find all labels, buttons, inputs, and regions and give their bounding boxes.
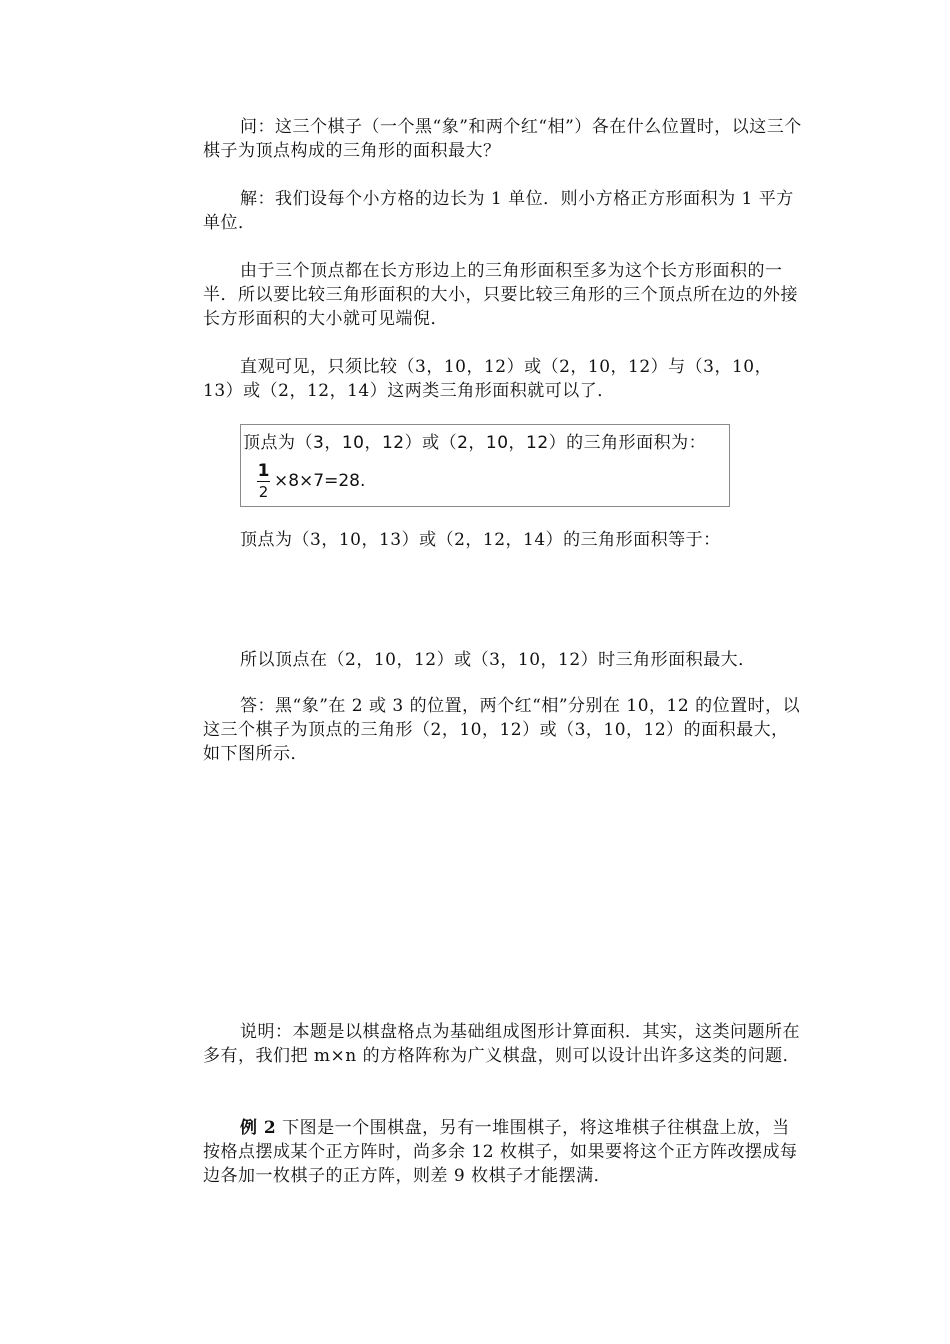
conclusion-paragraph: 所以顶点在（2，10，12）或（3，10，12）时三角形面积最大． bbox=[240, 650, 756, 670]
fraction-one-half bbox=[257, 461, 270, 502]
reasoning-paragraph: 由于三个顶点都在长方形边上的三角形面积至多为这个长方形面积的一半．所以要比较三角形面积的大小，只要比较三角形的三个顶点所在边的外接长方形面积的大小就可见端倪． bbox=[203, 261, 798, 329]
fraction-denominator: 2 bbox=[258, 482, 269, 501]
solution-paragraph: 解：我们设每个小方格的边长为 1 单位．则小方格正方形面积为 1 平方单位． bbox=[203, 189, 794, 233]
example-body: 下图是一个围棋盘，另有一堆围棋子，将这堆棋子往棋盘上放，当按格点摆成某个正方阵时，尚多余 12 枚棋子，如果要将这个正方阵改摆成每边各加一枚棋子的正方阵，则差 9 枚棋子才能摆满． bbox=[203, 1118, 798, 1186]
example-paragraph bbox=[203, 1116, 803, 1188]
formula-expression bbox=[257, 458, 365, 504]
intuitive-paragraph: 直观可见，只须比较（3，10，12）或（2，10，12）与（3，10，13）或（2，12，14）这两类三角形面积就可以了． bbox=[203, 357, 773, 401]
area-formula-box bbox=[240, 424, 730, 507]
second-area-paragraph: 顶点为（3，10，13）或（2，12，14）的三角形面积等于： bbox=[240, 530, 721, 550]
note-paragraph: 说明：本题是以棋盘格点为基础组成图形计算面积．其实，这类问题所在多有，我们把 m×n 的方格阵称为广义棋盘，则可以设计出许多这类的问题． bbox=[203, 1022, 801, 1066]
fraction-numerator: 1 bbox=[257, 460, 270, 481]
formula-heading: 顶点为（3，10，12）或（2，10，12）的三角形面积为： bbox=[243, 433, 707, 453]
answer-paragraph: 答：黑“象”在 2 或 3 的位置，两个红“相”分别在 10，12 的位置时，以这三个棋子为顶点的三角形（2，10，12）或（3，10，12）的面积最大，如下图所示． bbox=[203, 696, 801, 764]
example-label: 例 2 bbox=[240, 1118, 277, 1138]
formula-product: ×8×7=28. bbox=[274, 471, 366, 491]
question-paragraph: 问：这三个棋子（一个黑“象”和两个红“相”）各在什么位置时，以这三个棋子为顶点构成的三角形的面积最大？ bbox=[203, 117, 802, 161]
